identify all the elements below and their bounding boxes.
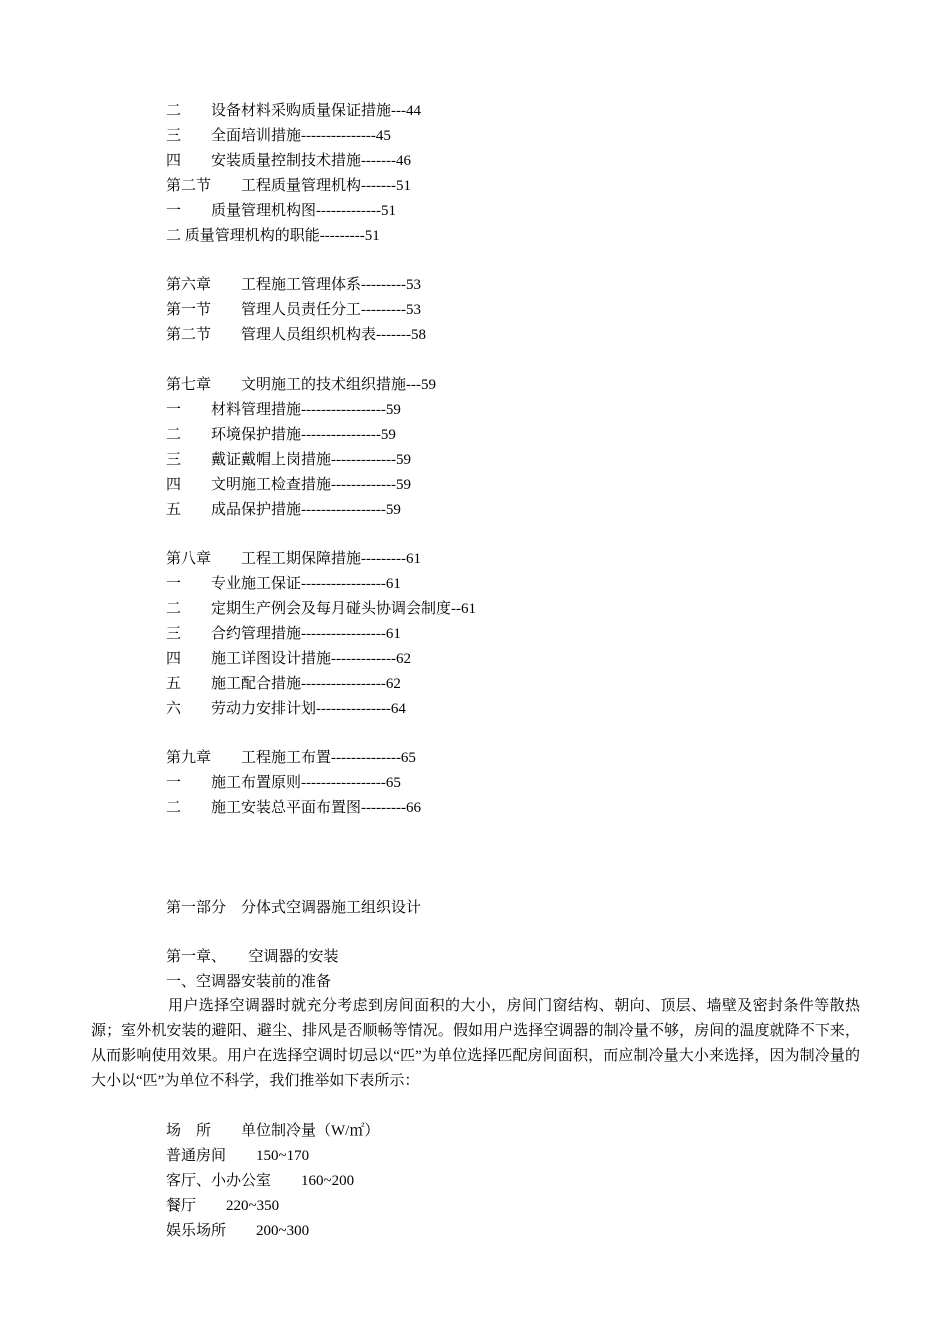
toc-line: 一 施工布置原则-----------------65 [166,775,401,791]
toc-line: 第七章 文明施工的技术组织措施---59 [166,377,436,393]
table-row: 普通房间 150~170 [166,1148,310,1164]
toc-line: 第六章 工程施工管理体系---------53 [166,277,421,293]
toc-line: 第二节 工程质量管理机构-------51 [166,178,411,194]
toc-line: 一 材料管理措施-----------------59 [166,402,401,418]
toc-line: 二 定期生产例会及每月碰头协调会制度--61 [166,601,476,617]
toc-line: 二 设备材料采购质量保证措施---44 [166,103,421,119]
toc-line: 第八章 工程工期保障措施---------61 [166,551,421,567]
table-row: 餐厅 220~350 [166,1198,280,1214]
chapter-title: 第一章、 空调器的安装 [166,949,339,965]
toc-line: 五 成品保护措施-----------------59 [166,502,401,518]
toc-line: 第九章 工程施工布置--------------65 [166,750,416,766]
toc-line: 第二节 管理人员组织机构表-------58 [166,327,426,343]
toc-line: 第一节 管理人员责任分工---------53 [166,302,421,318]
table-header: 场 所 单位制冷量（W/㎡） [166,1123,380,1139]
toc-line: 四 施工详图设计措施-------------62 [166,651,411,667]
toc-line: 三 合约管理措施-----------------61 [166,626,401,642]
toc-line: 四 文明施工检查措施-------------59 [166,477,411,493]
toc-line: 五 施工配合措施-----------------62 [166,676,401,692]
toc-line: 四 安装质量控制技术措施-------46 [166,153,411,169]
table-row: 娱乐场所 200~300 [166,1223,310,1239]
section-title: 一、空调器安装前的准备 [166,974,332,990]
toc-line: 三 全面培训措施---------------45 [166,128,391,144]
body-paragraph: 用户选择空调器时就充分考虑到房间面积的大小，房间门窗结构、朝向、顶层、墙壁及密封条件等散热源；室外机安装的避阳、避尘、排风是否顺畅等情况。假如用户选择空调器的制冷量不够，房间的温度就降不下来，从而影响使用效果。用户在选择空调时切忌以“匹”为单位选择匹配房间面积，而应制冷量大小来选择，因为制冷量的大小以“匹”为单位不科学，我们推举如下表所示： [91,998,860,1089]
toc-line: 二 施工安装总平面布置图---------66 [166,800,421,816]
toc-line: 三 戴证戴帽上岗措施-------------59 [166,452,411,468]
toc-line: 二 环境保护措施----------------59 [166,427,396,443]
toc-line: 二 质量管理机构的职能---------51 [166,228,380,244]
table-row: 客厅、小办公室 160~200 [166,1173,355,1189]
part-title: 第一部分 分体式空调器施工组织设计 [166,900,422,916]
toc-line: 一 质量管理机构图-------------51 [166,203,396,219]
toc-line: 一 专业施工保证-----------------61 [166,576,401,592]
toc-line: 六 劳动力安排计划---------------64 [166,701,406,717]
